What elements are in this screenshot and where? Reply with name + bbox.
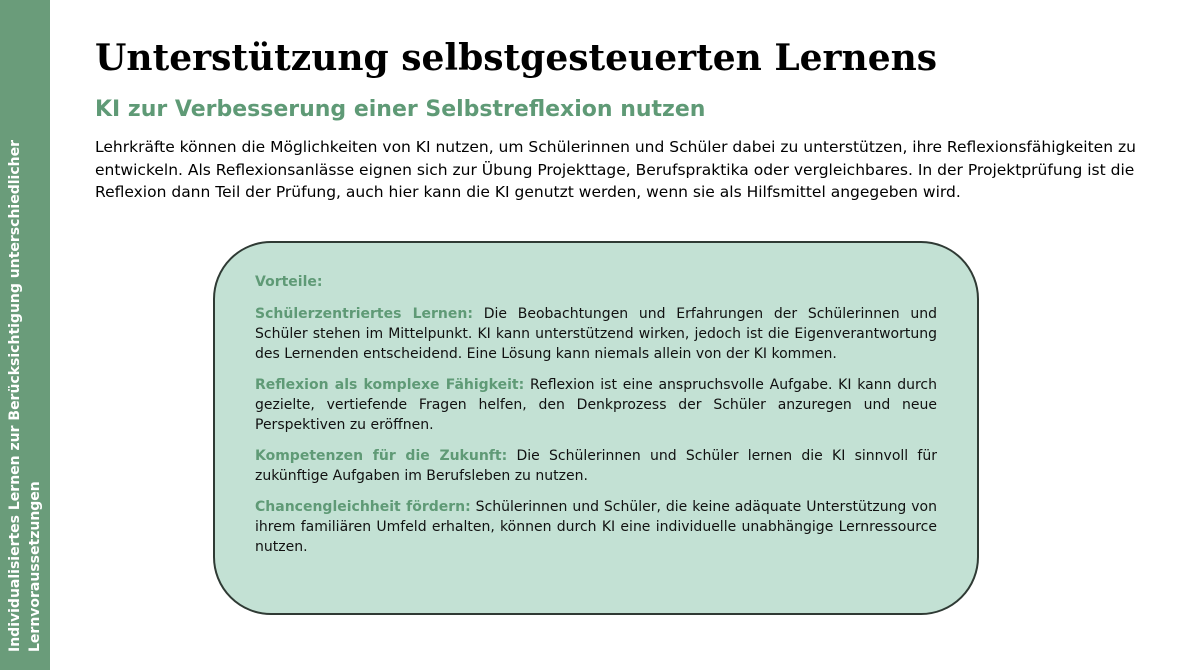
advantages-callout-box <box>213 241 979 615</box>
advantage-item-student-centered <box>255 304 937 364</box>
advantage-item-equal-opportunity <box>255 497 937 557</box>
intro-paragraph: Lehrkräfte können die Möglichkeiten von KI nutzen, um Schülerinnen und Schüler dabei zu unterstützen, ihre Reflexionsfähigkeiten zu entwickeln. Als Reflexionsanlässe eignen sich zur Übung Projekttage, Berufspraktika oder vergleichbares. In der Projektprüfung ist die Reflexion dann Teil der Prüfung, auch hier kann die KI genutzt werden, wenn sie als Hilfsmittel angegeben wird. <box>95 138 1136 201</box>
page-subtitle: KI zur Verbesserung einer Selbstreflexion nutzen <box>95 97 706 122</box>
sidebar-title-line-2: Lernvoraussetzungen <box>27 481 43 652</box>
sidebar-title-line-1: Individualisiertes Lernen zur Berücksichtigung unterschiedlicher <box>7 140 23 652</box>
advantage-item-future-skills <box>255 446 937 486</box>
advantage-text: Die Beobachtungen und Erfahrungen der Schülerinnen und Schüler stehen im Mittelpunkt. KI kann unterstützend wirken, jedoch ist die Eigenverantwortung des Lernenden entscheidend. Eine Lösung kann niemals allein von der KI kommen. <box>255 306 937 362</box>
page-title: Unterstützung selbstgesteuerten Lernens <box>95 37 938 79</box>
sidebar-band <box>0 0 50 670</box>
advantage-text: Schülerinnen und Schüler, die keine adäquate Unterstützung von ihrem familiären Umfeld erhalten, können durch KI eine individuelle unabhängige Lernressource nutzen. <box>255 499 937 555</box>
sidebar-vertical-title <box>5 132 45 652</box>
advantage-item-reflection <box>255 375 937 435</box>
advantage-label: Kompetenzen für die Zukunft: <box>255 448 508 464</box>
advantage-text: Die Schülerinnen und Schüler lernen die KI sinnvoll für zukünftige Aufgaben im Berufsleben zu nutzen. <box>255 448 937 484</box>
advantage-label: Chancengleichheit fördern: <box>255 499 471 515</box>
advantage-label: Schülerzentriertes Lernen: <box>255 306 473 322</box>
advantage-label: Reflexion als komplexe Fähigkeit: <box>255 377 525 393</box>
advantage-text: Reflexion ist eine anspruchsvolle Aufgabe. KI kann durch gezielte, vertiefende Fragen helfen, den Denkprozess der Schüler anzuregen und neue Perspektiven zu eröffnen. <box>255 377 937 433</box>
advantages-heading: Vorteile: <box>255 274 323 290</box>
